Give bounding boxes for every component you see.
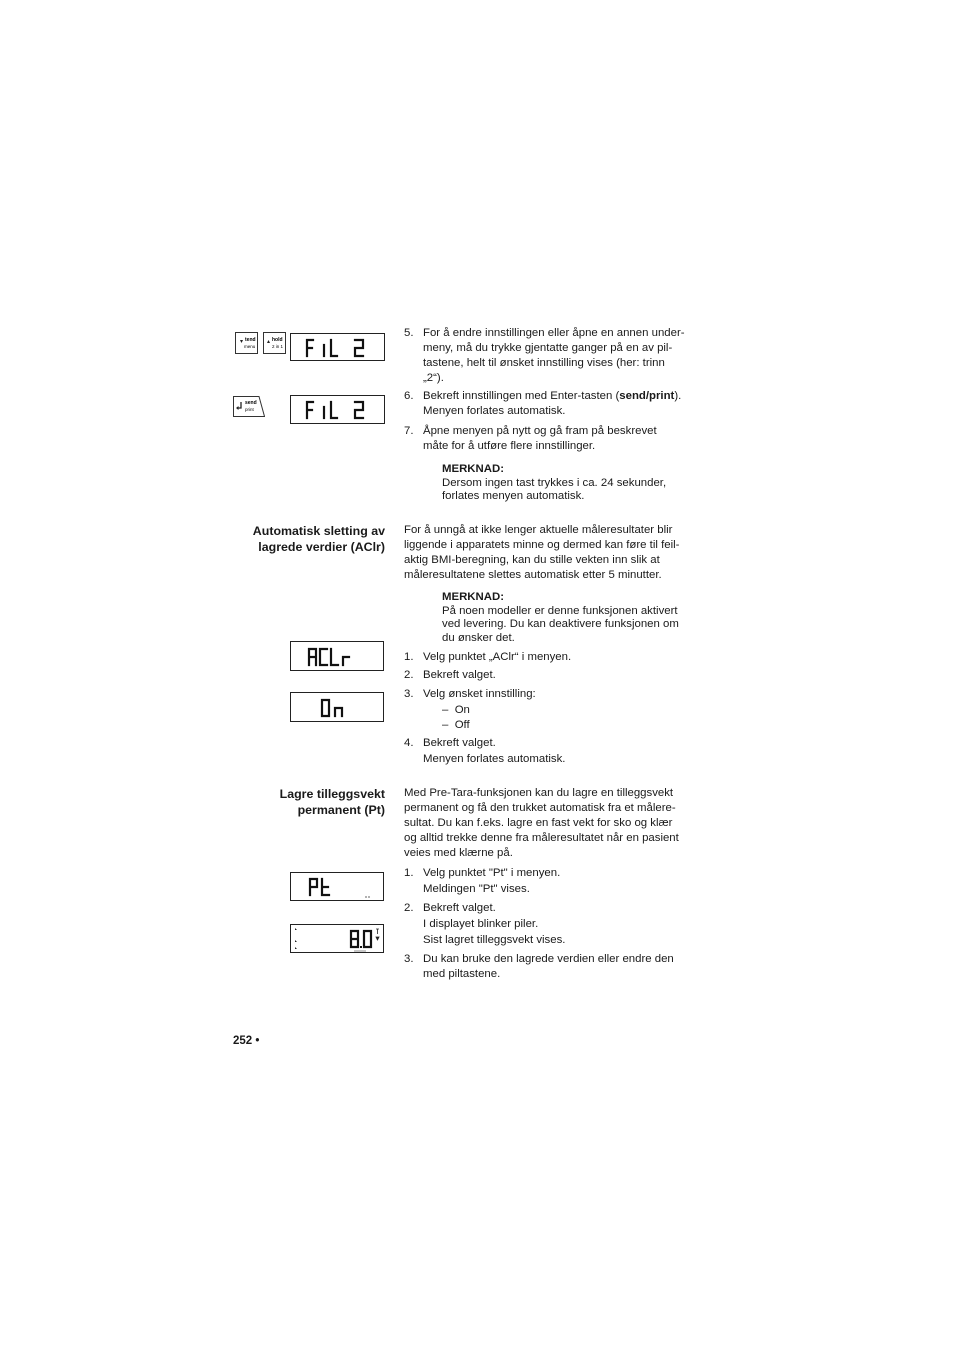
text-line: liggende i apparatets minne og dermed kan føre til feil- [404, 539, 680, 551]
text-line: For å unngå at ikke lenger aktuelle måleresultater blir [404, 524, 673, 536]
display-value-8-0 [290, 924, 384, 953]
display-text: AClr [291, 642, 293, 643]
step-5-text [423, 326, 695, 386]
aclr-step-2: Bekreft valget. [423, 669, 496, 681]
text-line: måte for å utføre flere innstillinger. [423, 440, 596, 452]
down-menu-key [235, 332, 258, 354]
step-number: 2. [404, 669, 414, 681]
dash: – [442, 704, 449, 716]
text-line: tastene, helt til ønsket innstilling vises (her: trinn [423, 357, 665, 369]
key-label-2in1: 2 in 1 [272, 344, 284, 349]
text-line: Menyen forlates automatisk. [423, 405, 566, 417]
heading-line: Lagre tilleggsvekt [279, 787, 385, 801]
text-line: Velg punktet "Pt" i menyen. [423, 867, 561, 879]
section-heading-pt [200, 786, 385, 818]
section-heading-aclr [200, 523, 385, 555]
aclr-step-1: Velg punktet „AClr“ i menyen. [423, 651, 572, 663]
down-arrow-icon [236, 333, 259, 355]
text-span: Bekreft innstillingen med Enter-tasten ( [423, 390, 620, 402]
pt-step-1 [423, 866, 695, 897]
display-aclr [290, 641, 384, 671]
text-line: du ønsker det. [442, 631, 515, 644]
text-line: og alltid trekke denne fra måleresultatet når en pasient [404, 832, 679, 844]
aclr-step-4 [423, 736, 695, 767]
page-number: 252 • [233, 1035, 260, 1047]
text-line: med piltastene. [423, 968, 501, 980]
step-number: 1. [404, 651, 414, 663]
text-line: sultat. Du kan f.eks. lagre en fast vekt for sko og klær [404, 817, 673, 829]
text-line: Menyen forlates automatisk. [423, 753, 566, 765]
up-arrow-icon [264, 333, 287, 355]
step-7-text [423, 424, 695, 454]
text-line: „2“). [423, 372, 444, 384]
text-span: ). [674, 390, 682, 402]
option-list [442, 703, 642, 733]
text-line: permanent og få den trukket automatisk fra et målere- [404, 802, 676, 814]
display-fil-2-b [290, 395, 385, 424]
list-item [442, 718, 642, 733]
text-line [423, 389, 695, 404]
display-on [290, 692, 384, 722]
text-line: meny, må du trykke gjentatte ganger på en av pil- [423, 342, 673, 354]
lcd-segments [291, 873, 385, 902]
step-6-text [423, 389, 695, 419]
text-line: I displayet blinker piler. [423, 918, 539, 930]
note-label: MERKNAD: [442, 591, 505, 603]
text-line: Med Pre-Tara-funksjonen kan du lagre en tilleggsvekt [404, 787, 674, 799]
arrow-indicator-icon [295, 947, 297, 949]
step-number: 4. [404, 737, 414, 749]
lcd-segments [291, 925, 385, 954]
aclr-step-3: Velg ønsket innstilling: [423, 688, 536, 700]
display-text: FIL 2 [291, 334, 294, 335]
heading-line: permanent (Pt) [297, 803, 385, 817]
display-text: FIL 2 [291, 396, 294, 397]
step-number: 1. [404, 867, 414, 879]
step-number: 2. [404, 902, 414, 914]
text-line: Dersom ingen tast trykkes i ca. 24 sekunder, [442, 476, 667, 489]
step-number: 6. [404, 390, 414, 402]
pt-step-2 [423, 901, 695, 948]
lcd-segments [291, 396, 386, 425]
display-text: Pt [291, 873, 292, 874]
text-line: På noen modeller er denne funksjonen aktivert [442, 604, 678, 617]
up-hold-key [263, 332, 286, 354]
step-number: 5. [404, 327, 414, 339]
option-off: Off [454, 719, 470, 731]
text-line: Meldingen "Pt" vises. [423, 883, 530, 895]
display-text: On [291, 693, 293, 694]
text-line: Bekreft valget. [423, 737, 496, 749]
text-line: aktig BMI-beregning, kan du stille vekten inn slik at [404, 554, 660, 566]
send-print-emphasis: send/print [619, 390, 675, 402]
lcd-segments [291, 334, 386, 362]
pt-step-3 [423, 952, 695, 982]
step-number: 3. [404, 953, 414, 965]
aclr-intro [404, 523, 694, 583]
step-number: 3. [404, 688, 414, 700]
lcd-segments [291, 693, 385, 723]
key-label-tend: tend [245, 337, 256, 343]
display-pt [290, 872, 384, 901]
arrow-indicator-icon [295, 940, 297, 942]
text-line: veies med klærne på. [404, 847, 513, 859]
list-item [442, 703, 642, 718]
enter-icon [233, 396, 265, 417]
enter-send-key [233, 396, 265, 417]
key-label-print: print [245, 407, 254, 412]
heading-line: lagrede verdier (AClr) [258, 540, 385, 554]
text-line: Bekreft valget. [423, 902, 496, 914]
text-line: Åpne menyen på nytt og gå fram på beskrevet [423, 425, 657, 437]
text-line: Du kan bruke den lagrede verdien eller endre den [423, 953, 674, 965]
text-line: forlates menyen automatisk. [442, 490, 585, 502]
heading-line: Automatisk sletting av [252, 524, 385, 538]
key-label-hold: hold [272, 337, 283, 343]
text-line: måleresultatene slettes automatisk etter 5 minutter. [404, 569, 662, 581]
pt-intro [404, 786, 694, 861]
step-number: 7. [404, 425, 414, 437]
note-block [442, 463, 692, 504]
key-label-menu: menu [244, 344, 256, 349]
note-label: MERKNAD: [442, 463, 505, 475]
option-on: On [454, 704, 470, 716]
display-fil-2-a [290, 333, 385, 361]
arrow-indicator-icon [295, 928, 297, 930]
dash: – [442, 719, 449, 731]
lcd-segments [291, 642, 385, 672]
text-line: ved levering. Du kan deaktivere funksjonen om [442, 618, 679, 630]
text-line: Sist lagret tilleggsvekt vises. [423, 934, 566, 946]
note-block [442, 591, 692, 645]
text-line: For å endre innstillingen eller åpne en annen under- [423, 327, 685, 339]
key-label-send: send [245, 400, 257, 406]
display-text: 8.0 [291, 925, 293, 926]
